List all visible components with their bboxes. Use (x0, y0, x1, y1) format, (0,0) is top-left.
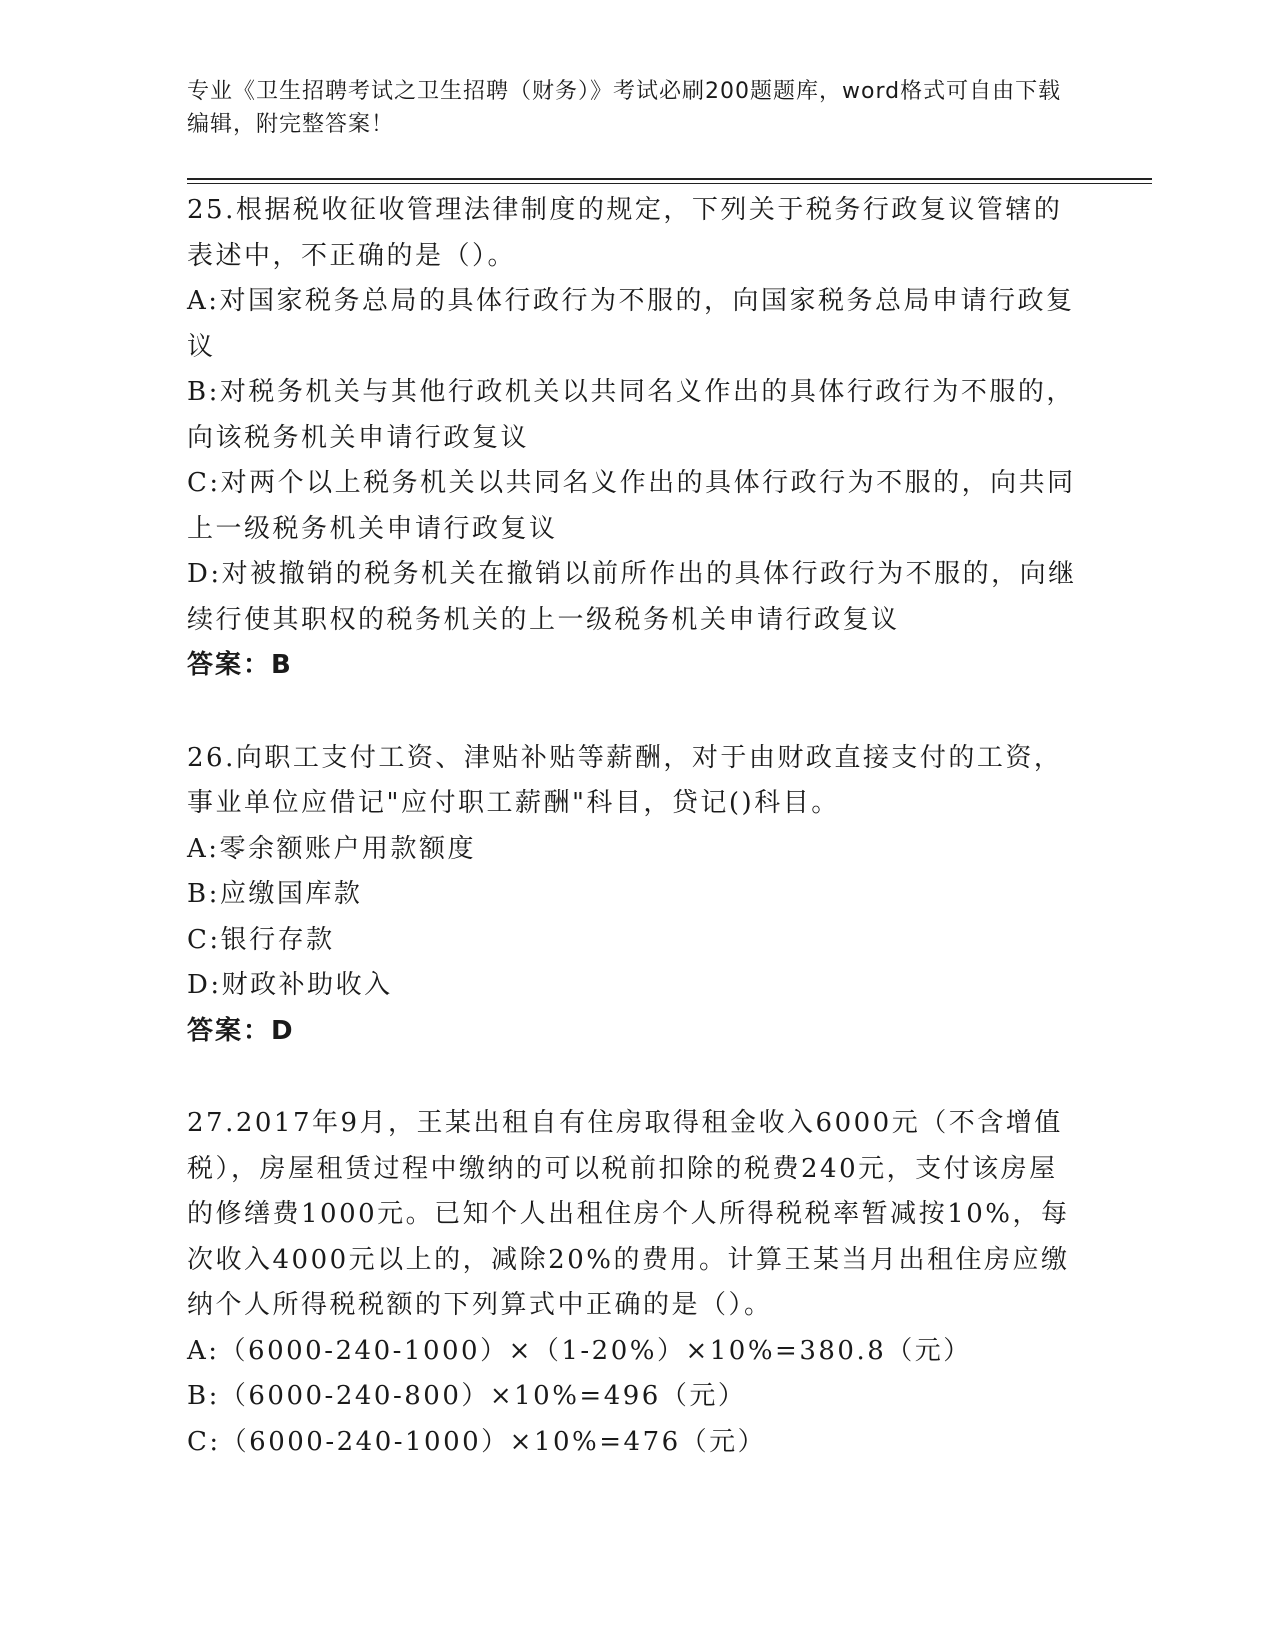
question-stem: 27.2017年9月，王某出租自有住房取得租金收入6000元（不含增值税），房屋租赁过程中缴纳的可以税前扣除的税费240元，支付该房屋的修缮费1000元。已知个人出租住房个人所得税税率暂减按10%，每次收入4000元以上的，减除20%的费用。计算王某当月出租住房应缴纳个人所得税税额的下列算式中正确的是（）。 (187, 1108, 1070, 1320)
option-b: B:（6000-240-800）×10%=496（元） (187, 1381, 747, 1411)
answer-label: 答案：B (187, 650, 293, 680)
option-b: B:对税务机关与其他行政机关以共同名义作出的具体行政行为不服的，向该税务机关申请行政复议 (187, 377, 1075, 453)
question-stem: 25.根据税收征收管理法律制度的规定，下列关于税务行政复议管辖的表述中，不正确的是（）。 (187, 195, 1063, 271)
option-a: A:（6000-240-1000）×（1-20%）×10%=380.8（元） (187, 1335, 972, 1366)
option-d: D:对被撤销的税务机关在撤销以前所作出的具体行政行为不服的，向继续行使其职权的税务机关的上一级税务机关申请行政复议 (187, 559, 1077, 635)
option-d: D:财政补助收入 (187, 970, 393, 1000)
question-26 (187, 736, 1077, 1055)
question-list (187, 188, 1077, 1465)
option-a: A:对国家税务总局的具体行政行为不服的，向国家税务总局申请行政复议 (187, 286, 1075, 362)
question-25 (187, 188, 1077, 689)
option-a: A:零余额账户用款额度 (187, 833, 477, 864)
document-header: 专业《卫生招聘考试之卫生招聘（财务）》考试必刷200题题库，word格式可自由下载编辑，附完整答案！ (187, 79, 1062, 137)
header-rule-thick (187, 178, 1152, 180)
question-spacer (187, 1054, 1077, 1101)
option-c: C:（6000-240-1000）×10%=476（元） (187, 1426, 767, 1457)
option-b: B:应缴国库款 (187, 879, 363, 909)
question-27 (187, 1101, 1077, 1465)
option-c: C:银行存款 (187, 924, 335, 955)
question-spacer (187, 689, 1077, 736)
question-stem: 26.向职工支付工资、津贴补贴等薪酬，对于由财政直接支付的工资，事业单位应借记"应付职工薪酬"科目，贷记()科目。 (187, 742, 1063, 818)
header-rule-thin (187, 183, 1152, 184)
option-c: C:对两个以上税务机关以共同名义作出的具体行政行为不服的，向共同上一级税务机关申请行政复议 (187, 468, 1076, 544)
answer-label: 答案：D (187, 1015, 295, 1046)
